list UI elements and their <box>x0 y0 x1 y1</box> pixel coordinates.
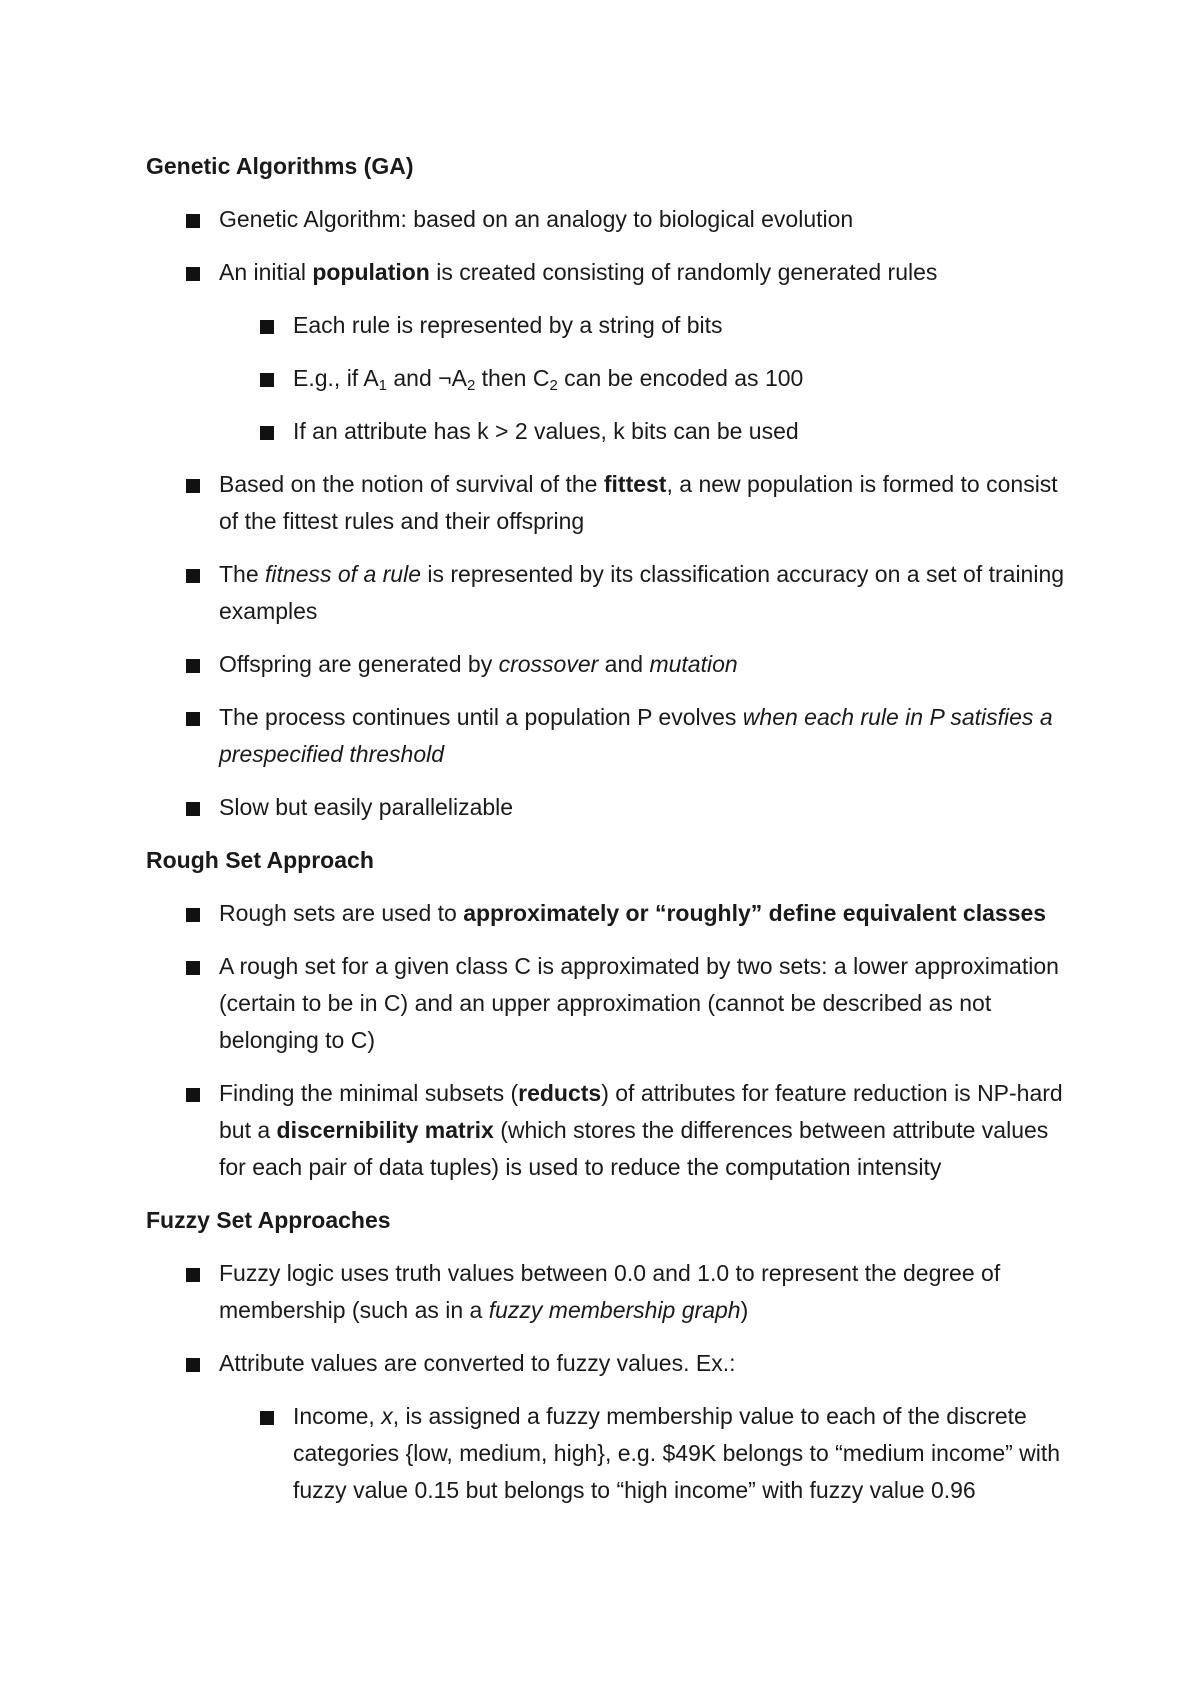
text-run: Genetic Algorithm: based on an analogy to biological evolution <box>219 206 854 232</box>
text-run: then C <box>475 365 550 391</box>
square-bullet-icon <box>260 426 274 440</box>
bullet-text <box>219 651 738 677</box>
bold-text: population <box>312 259 430 285</box>
square-bullet-icon <box>186 479 200 493</box>
bullet-item <box>146 201 1066 238</box>
text-run: Attribute values are converted to fuzzy values. Ex.: <box>219 1350 736 1376</box>
bullet-item <box>146 948 1066 1059</box>
bullet-item <box>146 1075 1066 1186</box>
square-bullet-icon <box>186 908 200 922</box>
square-bullet-icon <box>186 802 200 816</box>
bullet-text <box>293 1403 1060 1503</box>
bullet-text <box>219 794 513 820</box>
italic-text: fitness of a rule <box>265 561 421 587</box>
text-run: Rough sets are used to <box>219 900 464 926</box>
square-bullet-icon <box>260 373 274 387</box>
italic-text: x <box>381 1403 393 1429</box>
bullet-item <box>146 699 1066 773</box>
bullet-text <box>219 1350 735 1376</box>
bold-text: discernibility matrix <box>276 1117 494 1143</box>
text-run: , is assigned a fuzzy membership value to each of the discrete categories {low, medium, high}, e.g. $49K belongs to “medium income” with fuzzy value 0.15 but belongs to “high income” with fuzzy value 0.96 <box>293 1403 1061 1503</box>
bullet-item <box>146 789 1066 826</box>
sub-bullet-item <box>146 413 1066 450</box>
bullet-item <box>146 466 1066 540</box>
bold-text: approximately or “roughly” define equivalent classes <box>463 900 1047 926</box>
text-run: E.g., if A <box>293 365 379 391</box>
text-run: Offspring are generated by <box>219 651 499 677</box>
square-bullet-icon <box>260 1411 274 1425</box>
text-run: Income, <box>293 1403 382 1429</box>
text-run: is created consisting of randomly generated rules <box>429 259 938 285</box>
italic-text: fuzzy membership graph <box>488 1297 741 1323</box>
text-run: Slow but easily parallelizable <box>219 794 514 820</box>
text-run: Each rule is represented by a string of bits <box>293 312 723 338</box>
bold-text: reducts <box>518 1080 602 1106</box>
square-bullet-icon <box>186 214 200 228</box>
sub-bullet-item <box>146 1398 1066 1509</box>
subscript-text: 2 <box>466 377 476 394</box>
text-run: ) <box>740 1297 749 1323</box>
text-run: is represented by its classification accuracy on a set of training examples <box>219 561 1065 624</box>
bold-text: fittest <box>603 471 667 497</box>
italic-text: when each rule in P satisfies a prespecified threshold <box>219 704 1053 767</box>
subscript-text: 1 <box>378 377 387 394</box>
bullet-item <box>146 646 1066 683</box>
bullet-item <box>146 1345 1066 1382</box>
bullet-text <box>219 259 937 285</box>
subscript-text: 2 <box>549 377 558 394</box>
italic-text: crossover <box>498 651 599 677</box>
square-bullet-icon <box>186 1358 200 1372</box>
square-bullet-icon <box>186 712 200 726</box>
square-bullet-icon <box>186 1268 200 1282</box>
text-run: An initial <box>219 259 313 285</box>
section-heading: Genetic Algorithms (GA) <box>146 153 414 179</box>
bullet-item <box>146 254 1066 291</box>
bullet-text <box>219 471 1058 534</box>
bullet-text <box>219 1260 1000 1323</box>
text-run: can be encoded as 100 <box>557 365 804 391</box>
square-bullet-icon <box>186 267 200 281</box>
text-run: ) of attributes for feature reduction is NP-hard but a <box>219 1080 1063 1143</box>
square-bullet-icon <box>260 320 274 334</box>
text-run: A rough set for a given class C is approximated by two sets: a lower approximation (certain to be in C) and an upper approximation (cannot be described as not belonging to C) <box>219 953 1059 1053</box>
text-run: If an attribute has k > 2 values, k bits can be used <box>293 418 799 444</box>
text-run: and ¬A <box>387 365 467 391</box>
bullet-text <box>293 418 799 444</box>
text-run: Based on the notion of survival of the <box>219 471 604 497</box>
bullet-text <box>219 206 853 232</box>
bullet-item <box>146 895 1066 932</box>
section-heading: Rough Set Approach <box>146 847 374 873</box>
text-run: The <box>219 561 266 587</box>
text-run: Fuzzy logic uses truth values between 0.0 and 1.0 to represent the degree of membership (such as in a <box>219 1260 1001 1323</box>
bullet-text <box>219 561 1064 624</box>
text-run: , a new population is formed to consist of the fittest rules and their offspring <box>219 471 1058 534</box>
sub-bullet-item <box>146 360 1066 397</box>
text-run: (which stores the differences between attribute values for each pair of data tuples) is used to reduce the computation intensity <box>219 1117 1049 1180</box>
bullet-item <box>146 556 1066 630</box>
bullet-text <box>219 704 1053 767</box>
section-heading: Fuzzy Set Approaches <box>146 1207 391 1233</box>
bullet-text <box>219 953 1059 1053</box>
bullet-text <box>219 1080 1063 1180</box>
text-run: and <box>598 651 650 677</box>
bullet-text <box>293 312 723 338</box>
bullet-item <box>146 1255 1066 1329</box>
bullet-text <box>219 900 1046 926</box>
text-run: Finding the minimal subsets ( <box>219 1080 519 1106</box>
sub-bullet-item <box>146 307 1066 344</box>
text-run: The process continues until a population P evolves <box>219 704 743 730</box>
document-body <box>146 148 1066 1525</box>
square-bullet-icon <box>186 659 200 673</box>
italic-text: mutation <box>649 651 738 677</box>
square-bullet-icon <box>186 569 200 583</box>
square-bullet-icon <box>186 961 200 975</box>
square-bullet-icon <box>186 1088 200 1102</box>
bullet-text <box>293 365 804 394</box>
